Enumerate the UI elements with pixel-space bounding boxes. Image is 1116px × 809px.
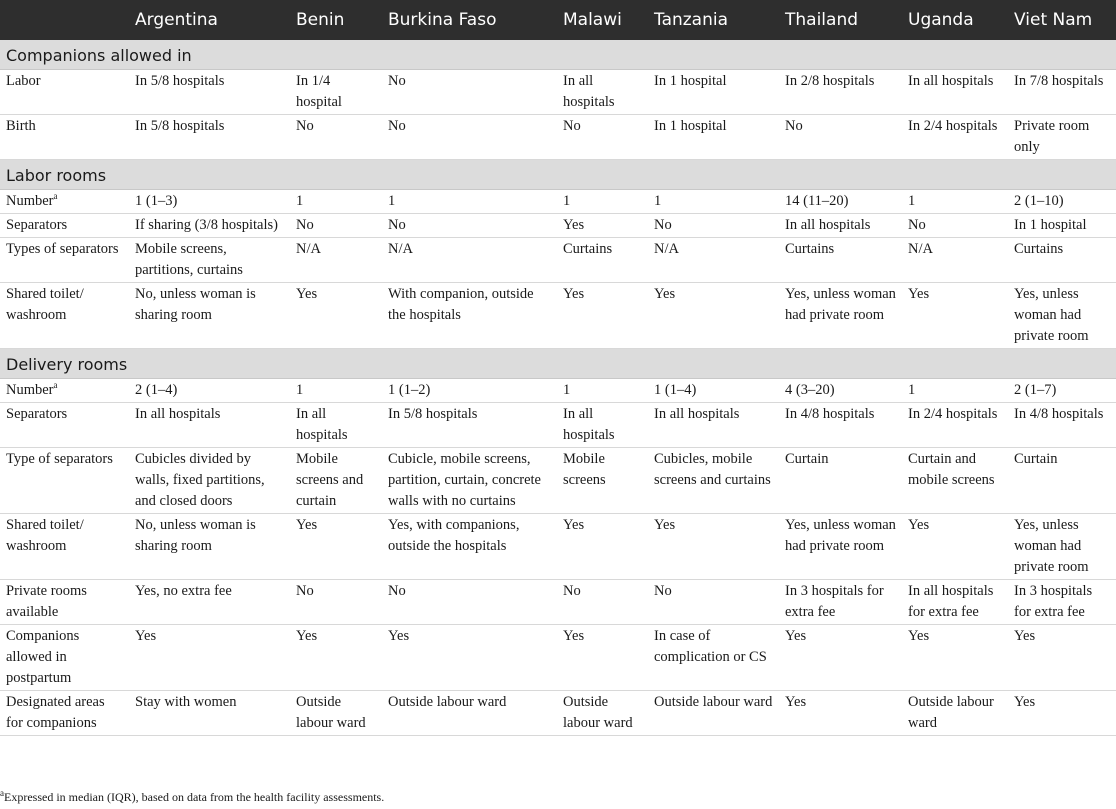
table-cell: Yes, no extra fee — [129, 580, 290, 625]
footnote-ref: a — [53, 191, 58, 202]
table-cell: Yes — [557, 283, 648, 349]
table-header — [0, 0, 1116, 40]
table-cell: Curtain — [779, 448, 902, 514]
table-cell: Stay with women — [129, 691, 290, 736]
table-cell: No — [290, 115, 382, 160]
table-cell: Curtain — [1008, 448, 1116, 514]
table-cell: Yes — [129, 625, 290, 691]
table-cell: Outside labour ward — [382, 691, 557, 736]
row-label-text: Labor — [6, 73, 41, 89]
table-cell: N/A — [648, 238, 779, 283]
table-cell: Yes — [902, 625, 1008, 691]
table-cell: Curtains — [779, 238, 902, 283]
table-row — [0, 115, 1116, 160]
table-cell: 1 — [648, 190, 779, 214]
table-cell: In all hospitals — [648, 403, 779, 448]
table-cell: 1 — [557, 379, 648, 403]
table-cell: No — [648, 214, 779, 238]
table-cell: In all hospitals — [902, 70, 1008, 115]
table-cell: 2 (1–7) — [1008, 379, 1116, 403]
table-cell: No — [557, 115, 648, 160]
table-cell: Yes — [902, 283, 1008, 349]
table-cell: In 4/8 hospitals — [1008, 403, 1116, 448]
table-cell: Yes — [557, 625, 648, 691]
column-header: Uganda — [902, 0, 1008, 40]
row-label — [0, 379, 129, 403]
table-row — [0, 70, 1116, 115]
table-cell: In 2/4 hospitals — [902, 403, 1008, 448]
table-row — [0, 238, 1116, 283]
table-cell: No — [902, 214, 1008, 238]
table-row — [0, 283, 1116, 349]
table-cell: In 1/4 hospital — [290, 70, 382, 115]
table-row — [0, 403, 1116, 448]
table-cell: Yes, unless woman had private room — [779, 283, 902, 349]
table-cell: No — [290, 214, 382, 238]
table-cell: Yes — [648, 514, 779, 580]
row-label — [0, 238, 129, 283]
table-cell: 1 (1–4) — [648, 379, 779, 403]
table-cell: 1 — [290, 379, 382, 403]
table-cell: Mobile screens and curtain — [290, 448, 382, 514]
table-cell: In 5/8 hospitals — [129, 115, 290, 160]
table-cell: In 2/8 hospitals — [779, 70, 902, 115]
table-cell: 2 (1–10) — [1008, 190, 1116, 214]
table-body — [0, 40, 1116, 736]
table-cell: Yes — [1008, 625, 1116, 691]
table-row — [0, 625, 1116, 691]
table-row — [0, 514, 1116, 580]
table-cell: Yes — [290, 514, 382, 580]
row-label-text: Shared toilet/ washroom — [6, 286, 84, 323]
table-cell: In 1 hospital — [648, 115, 779, 160]
row-label-text: Companions allowed in postpartum — [6, 628, 80, 686]
table-cell: Curtains — [557, 238, 648, 283]
column-header: Tanzania — [648, 0, 779, 40]
table-cell: No — [779, 115, 902, 160]
table-cell: Yes — [648, 283, 779, 349]
row-label — [0, 70, 129, 115]
column-header: Burkina Faso — [382, 0, 557, 40]
table-cell: Yes — [290, 625, 382, 691]
table-cell: No — [557, 580, 648, 625]
row-label-text: Birth — [6, 118, 36, 134]
table-cell: In 3 hospitals for extra fee — [1008, 580, 1116, 625]
footnote-text: Expressed in median (IQR), based on data from the health facility assessments. — [4, 790, 385, 804]
table-cell: No — [648, 580, 779, 625]
table-row — [0, 379, 1116, 403]
table-cell: No — [382, 214, 557, 238]
table-cell: Yes, with companions, outside the hospitals — [382, 514, 557, 580]
table-cell: In case of complication or CS — [648, 625, 779, 691]
row-label — [0, 190, 129, 214]
row-label — [0, 691, 129, 736]
table-cell: N/A — [382, 238, 557, 283]
table-cell: Mobile screens — [557, 448, 648, 514]
table-cell: Outside labour ward — [902, 691, 1008, 736]
table-cell: Outside labour ward — [557, 691, 648, 736]
row-label-text: Type of separators — [6, 451, 113, 467]
table-cell: In all hospitals — [779, 214, 902, 238]
table-row — [0, 691, 1116, 736]
table-cell: Cubicles, mobile screens and curtains — [648, 448, 779, 514]
row-label-text: Separators — [6, 406, 68, 422]
table-cell: Yes — [382, 625, 557, 691]
table-cell: Yes, unless woman had private room — [779, 514, 902, 580]
table-row — [0, 448, 1116, 514]
table-cell: In 4/8 hospitals — [779, 403, 902, 448]
table-cell: Yes — [779, 625, 902, 691]
table-cell: No — [382, 70, 557, 115]
section-title: Labor rooms — [0, 160, 1116, 190]
header-corner — [0, 0, 129, 40]
table-cell: Yes, unless woman had private room — [1008, 283, 1116, 349]
header-row — [0, 0, 1116, 40]
column-header: Argentina — [129, 0, 290, 40]
row-label — [0, 115, 129, 160]
table-row — [0, 580, 1116, 625]
column-header: Benin — [290, 0, 382, 40]
table-cell: In 5/8 hospitals — [129, 70, 290, 115]
table-cell: In 1 hospital — [1008, 214, 1116, 238]
table-cell: No — [382, 580, 557, 625]
section-row — [0, 160, 1116, 190]
table-cell: Outside labour ward — [648, 691, 779, 736]
table-cell: No, unless woman is sharing room — [129, 283, 290, 349]
table-cell: 1 — [902, 190, 1008, 214]
table-cell: Yes — [902, 514, 1008, 580]
footnote-ref: a — [53, 380, 58, 391]
table-cell: In 2/4 hospitals — [902, 115, 1008, 160]
table-cell: 2 (1–4) — [129, 379, 290, 403]
section-title: Delivery rooms — [0, 349, 1116, 379]
table-cell: In all hospitals for extra fee — [902, 580, 1008, 625]
table-cell: Cubicle, mobile screens, partition, curtain, concrete walls with no curtains — [382, 448, 557, 514]
table-cell: 1 (1–2) — [382, 379, 557, 403]
table-cell: N/A — [902, 238, 1008, 283]
section-title: Companions allowed in — [0, 40, 1116, 70]
row-label — [0, 448, 129, 514]
row-label — [0, 625, 129, 691]
table-cell: Yes, unless woman had private room — [1008, 514, 1116, 580]
table-cell: No — [290, 580, 382, 625]
table-cell: Yes — [779, 691, 902, 736]
table-cell: Yes — [557, 214, 648, 238]
table-cell: If sharing (3/8 hospitals) — [129, 214, 290, 238]
table-cell: Yes — [290, 283, 382, 349]
section-row — [0, 349, 1116, 379]
row-label — [0, 580, 129, 625]
table-cell: Curtains — [1008, 238, 1116, 283]
table-cell: 1 — [557, 190, 648, 214]
table-cell: In all hospitals — [557, 70, 648, 115]
section-row — [0, 40, 1116, 70]
column-header: Viet Nam — [1008, 0, 1116, 40]
table-cell: Yes — [1008, 691, 1116, 736]
table-cell: No — [382, 115, 557, 160]
row-label — [0, 514, 129, 580]
table-cell: Mobile screens, partitions, curtains — [129, 238, 290, 283]
table-cell: 1 (1–3) — [129, 190, 290, 214]
table-cell: With companion, outside the hospitals — [382, 283, 557, 349]
row-label-text: Private rooms available — [6, 583, 87, 620]
row-label-text: Number — [6, 193, 54, 209]
table-cell: Yes — [557, 514, 648, 580]
table-cell: No, unless woman is sharing room — [129, 514, 290, 580]
table-cell: Curtain and mobile screens — [902, 448, 1008, 514]
table-cell: In all hospitals — [129, 403, 290, 448]
table-cell: In 1 hospital — [648, 70, 779, 115]
table-cell: 1 — [902, 379, 1008, 403]
column-header: Thailand — [779, 0, 902, 40]
column-header: Malawi — [557, 0, 648, 40]
footnote-mark: a — [0, 788, 4, 798]
table-cell: Cubicles divided by walls, fixed partitions, and closed doors — [129, 448, 290, 514]
table-cell: In 7/8 hospitals — [1008, 70, 1116, 115]
row-label-text: Separators — [6, 217, 68, 233]
row-label-text: Designated areas for companions — [6, 694, 105, 731]
row-label — [0, 403, 129, 448]
table-cell: 1 — [290, 190, 382, 214]
table-cell: In 5/8 hospitals — [382, 403, 557, 448]
table-cell: Outside labour ward — [290, 691, 382, 736]
row-label-text: Types of separators — [6, 241, 119, 257]
table-cell: In all hospitals — [557, 403, 648, 448]
footnote — [0, 790, 384, 805]
row-label — [0, 283, 129, 349]
table-cell: 14 (11–20) — [779, 190, 902, 214]
table-cell: 4 (3–20) — [779, 379, 902, 403]
table-row — [0, 214, 1116, 238]
table-cell: 1 — [382, 190, 557, 214]
table-cell: In all hospitals — [290, 403, 382, 448]
table-cell: Private room only — [1008, 115, 1116, 160]
row-label — [0, 214, 129, 238]
table-cell: N/A — [290, 238, 382, 283]
table-row — [0, 190, 1116, 214]
row-label-text: Number — [6, 382, 54, 398]
table-cell: In 3 hospitals for extra fee — [779, 580, 902, 625]
row-label-text: Shared toilet/ washroom — [6, 517, 84, 554]
